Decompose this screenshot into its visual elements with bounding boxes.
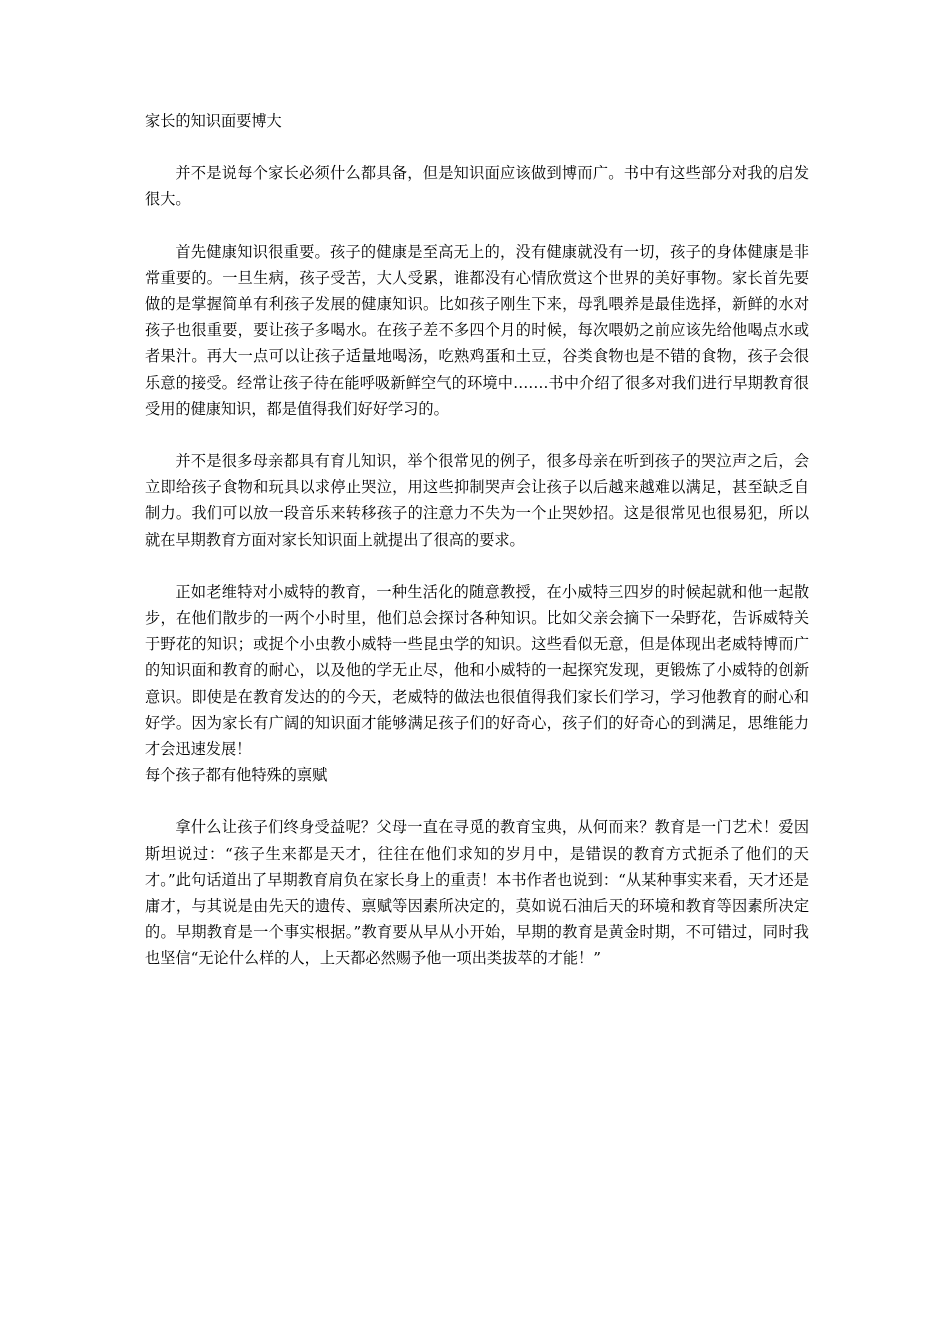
document-page <box>145 108 809 972</box>
paragraph: 正如老维特对小威特的教育，一种生活化的随意教授，在小威特三四岁的时候起就和他一起散步，在他们散步的一两个小时里，他们总会探讨各种知识。比如父亲会摘下一朵野花，告诉威特关于野花的知识；或捉个小虫教小威特一些昆虫学的知识。这些看似无意，但是体现出老威特博而广的知识面和教育的耐心，以及他的学无止尽，他和小威特的一起探究发现，更锻炼了小威特的创新意识。即使是在教育发达的的今天，老威特的做法也很值得我们家长们学习，学习他教育的耐心和好学。因为家长有广阔的知识面才能够满足孩子们的好奇心，孩子们的好奇心的到满足，思维能力才会迅速发展！ <box>145 582 809 759</box>
paragraph: 并不是很多母亲都具有育儿知识，举个很常见的例子，很多母亲在听到孩子的哭泣声之后，会立即给孩子食物和玩具以求停止哭泣，用这些抑制哭声会让孩子以后越来越难以满足，甚至缺乏自制力。我们可以放一段音乐来转移孩子的注意力不失为一个止哭妙招。这是很常见也很易犯，所以就在早期教育方面对家长知识面上就提出了很高的要求。 <box>145 452 809 549</box>
paragraph: 拿什么让孩子们终身受益呢？父母一直在寻觅的教育宝典，从何而来？教育是一门艺术！爱因斯坦说过：“孩子生来都是天才，往往在他们求知的岁月中，是错误的教育方式扼杀了他们的天才。”此句话道出了早期教育肩负在家长身上的重责！本书作者也说到：“从某种事实来看，天才还是庸才，与其说是由先天的遗传、禀赋等因素所决定的，莫如说石油后天的环境和教育等因素所决定的。早期教育是一个事实根据。”教育要从早从小开始，早期的教育是黄金时期，不可错过，同时我也坚信“无论什么样的人，上天都必然赐予他一项出类拔萃的才能！” <box>145 818 809 968</box>
section-heading: 家长的知识面要博大 <box>145 112 282 130</box>
section-heading: 每个孩子都有他特殊的禀赋 <box>145 766 328 785</box>
section-knowledge <box>145 108 809 762</box>
section-talent <box>145 762 809 971</box>
paragraph: 并不是说每个家长必须什么都具备，但是知识面应该做到博而广。书中有这些部分对我的启发很大。 <box>145 164 809 209</box>
paragraph: 首先健康知识很重要。孩子的健康是至高无上的，没有健康就没有一切，孩子的身体健康是非常重要的。一旦生病，孩子受苦，大人受累，谁都没有心情欣赏这个世界的美好事物。家长首先要做的是掌握简单有利孩子发展的健康知识。比如孩子刚生下来，母乳喂养是最佳选择，新鲜的水对孩子也很重要，要让孩子多喝水。在孩子差不多四个月的时候，每次喂奶之前应该先给他喝点水或者果汁。再大一点可以让孩子适量地喝汤，吃熟鸡蛋和土豆，谷类食物也是不错的食物，孩子会很乐意的接受。经常让孩子待在能呼吸新鲜空气的环境中…….书中介绍了很多对我们进行早期教育很受用的健康知识，都是值得我们好好学习的。 <box>145 242 809 418</box>
